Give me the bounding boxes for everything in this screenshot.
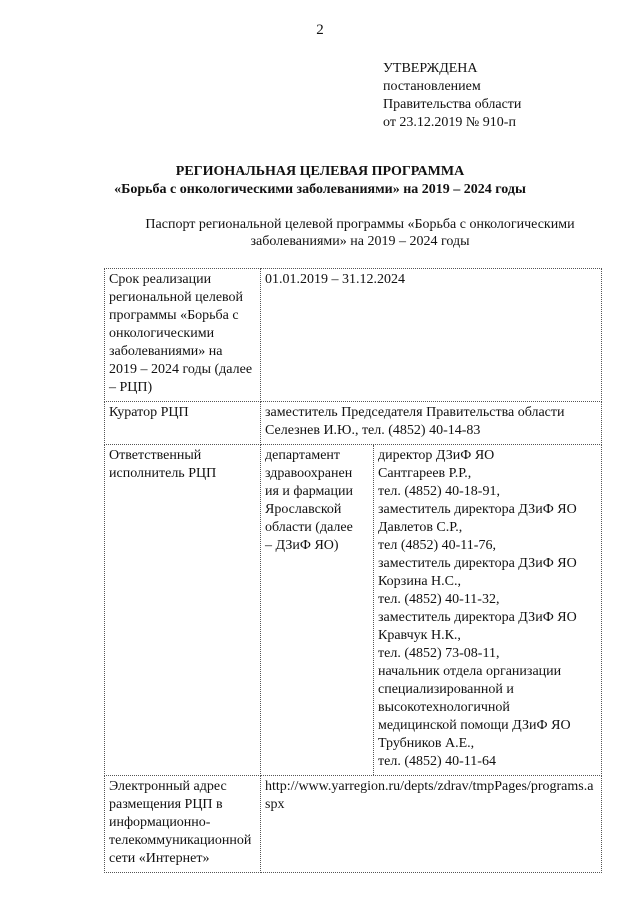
passport-heading-line1: Паспорт региональной целевой программы «Борьба с онкологическими [145,217,575,232]
contact-line: специализированной и [378,682,514,697]
dept-line: здравоохранен [265,466,353,481]
program-title-line2: «Борьба с онкологическими заболеваниями» на 2019 – 2024 годы [114,182,526,197]
label-line: заболеваниями» на [109,344,223,359]
dept-line: области (далее [265,520,353,535]
contact-line: Корзина Н.С., [378,574,461,589]
passport-table [104,268,602,873]
label-line: размещения РЦП в [109,797,223,812]
passport-heading-line2: заболеваниями» на 2019 – 2024 годы [250,234,470,249]
contact-line: заместитель директора ДЗиФ ЯО [378,610,577,625]
label-line: исполнитель РЦП [109,466,217,481]
contact-line: Трубников А.Е., [378,736,475,751]
address-label [105,776,261,873]
approval-stamp [383,60,521,132]
executor-inner-table [261,445,601,775]
table-row-term [105,269,602,402]
table-row-address [105,776,602,873]
contact-line: заместитель директора ДЗиФ ЯО [378,556,577,571]
term-value: 01.01.2019 – 31.12.2024 [261,269,602,402]
contact-line: начальник отдела организации [378,664,562,679]
label-line: сети «Интернет» [109,851,210,866]
dept-line: департамент [265,448,341,463]
contact-line: тел. (4852) 40-11-64 [378,754,496,769]
label-line: 2019 – 2024 годы (далее [109,362,253,377]
contact-line: директор ДЗиФ ЯО [378,448,495,463]
curator-value [261,402,602,445]
program-title-line1: РЕГИОНАЛЬНАЯ ЦЕЛЕВАЯ ПРОГРАММА [175,164,465,179]
contact-line: тел. (4852) 73-08-11, [378,646,500,661]
contact-line: тел. (4852) 40-18-91, [378,484,500,499]
contact-line: Кравчук Н.К., [378,628,461,643]
term-label [105,269,261,402]
label-line: Срок реализации [109,272,212,287]
executor-contacts [374,445,602,775]
dept-line: – ДЗиФ ЯО) [265,538,339,553]
approval-line: постановлением [383,79,481,94]
label-line: информационно- [109,815,211,830]
approval-line: от 23.12.2019 № 910-п [383,115,516,130]
label-line: – РЦП) [109,380,153,395]
contact-line: тел. (4852) 40-11-32, [378,592,500,607]
table-row-executor [105,445,602,776]
curator-label: Куратор РЦП [105,402,261,445]
program-url-link[interactable]: http://www.yarregion.ru/depts/zdrav/tmpPages/programs.aspx [261,776,602,873]
approval-line: Правительства области [383,97,522,112]
value-line: Селезнев И.Ю., тел. (4852) 40-14-83 [265,423,481,438]
contact-line: медицинской помощи ДЗиФ ЯО [378,718,571,733]
label-line: телекоммуникационной [109,833,252,848]
label-line: региональной целевой [109,290,244,305]
label-line: Электронный адрес [109,779,227,794]
table-row-curator [105,402,602,445]
value-line: заместитель Председателя Правительства области [265,405,565,420]
contact-line: тел (4852) 40-11-76, [378,538,496,553]
executor-department [261,445,374,775]
label-line: программы «Борьба с [109,308,239,323]
executor-value [261,445,602,776]
dept-line: Ярославской [265,502,342,517]
contact-line: заместитель директора ДЗиФ ЯО [378,502,577,517]
program-title [60,163,580,199]
passport-heading [110,216,610,250]
dept-line: ия и фармации [265,484,353,499]
page-number: 2 [316,22,324,38]
contact-line: высокотехнологичной [378,700,510,715]
label-line: онкологическими [109,326,215,341]
contact-line: Давлетов С.Р., [378,520,463,535]
approval-line: УТВЕРЖДЕНА [383,61,478,76]
contact-line: Сантгареев Р.Р., [378,466,472,481]
executor-label [105,445,261,776]
label-line: Ответственный [109,448,202,463]
